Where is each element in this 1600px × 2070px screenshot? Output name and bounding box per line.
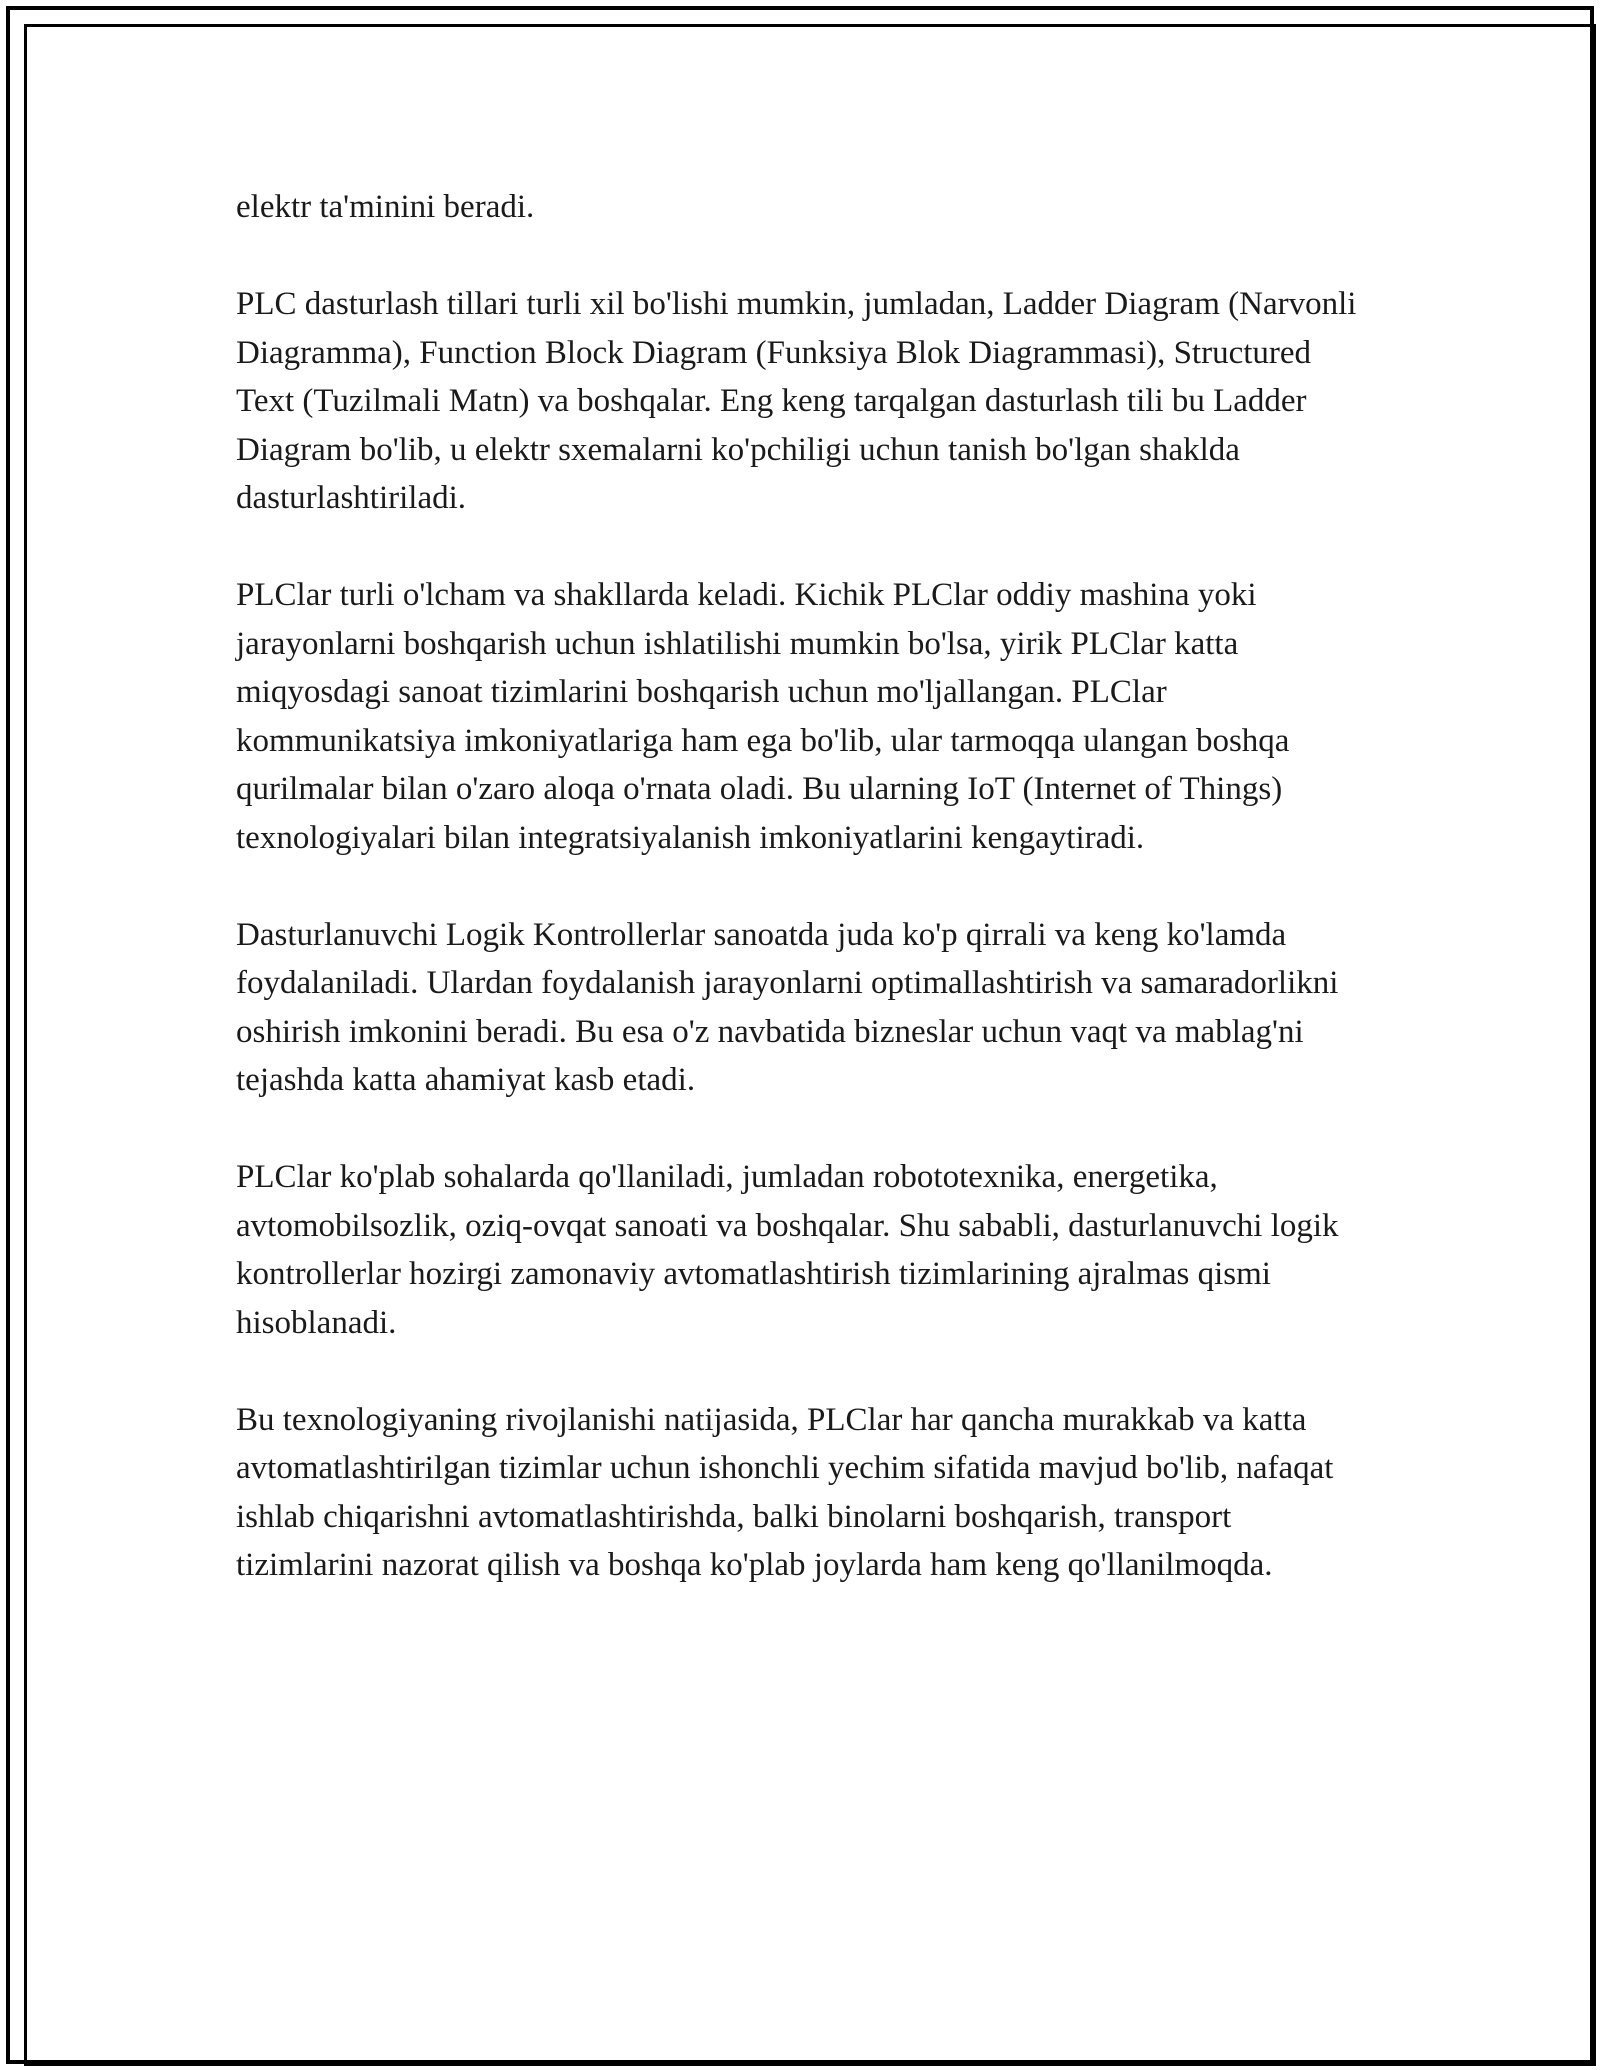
document-body <box>236 183 1366 1638</box>
paragraph: PLC dasturlash tillari turli xil bo'lishi mumkin, jumladan, Ladder Diagram (Narvonli Diagramma), Function Block Diagram (Funksiya Blok Diagrammasi), Structured Text (Tuzilmali Matn) va boshqalar. Eng keng tarqalgan dasturlash tili bu Ladder Diagram bo'lib, u elektr sxemalarni ko'pchiligi uchun tanish bo'lgan shaklda dasturlashtiriladi. <box>236 286 1357 516</box>
paragraph: elektr ta'minini beradi. <box>236 189 535 225</box>
paragraph: Dasturlanuvchi Logik Kontrollerlar sanoatda juda ko'p qirrali va keng ko'lamda foydalaniladi. Ulardan foydalanish jarayonlarni optimallashtirish va samaradorlikni oshirish imkonini beradi. Bu esa o'z navbatida bizneslar uchun vaqt va mablag'ni tejashda katta ahamiyat kasb etadi. <box>236 916 1339 1098</box>
paragraph: PLClar ko'plab sohalarda qo'llaniladi, jumladan robototexnika, energetika, avtomobilsozlik, oziq-ovqat sanoati va boshqalar. Shu sababli, dasturlanuvchi logik kontrollerlar hozirgi zamonaviy avtomatlashtirish tizimlarining ajralmas qismi hisoblanadi. <box>236 1159 1339 1341</box>
paragraph: PLClar turli o'lcham va shakllarda keladi. Kichik PLClar oddiy mashina yoki jarayonlarni boshqarish uchun ishlatilishi mumkin bo'lsa, yirik PLClar katta miqyosdagi sanoat tizimlarini boshqarish uchun mo'ljallangan. PLClar kommunikatsiya imkoniyatlariga ham ega bo'lib, ular tarmoqqa ulangan boshqa qurilmalar bilan o'zaro aloqa o'rnata oladi. Bu ularning IoT (Internet of Things) texnologiyalari bilan integratsiyalanish imkoniyatlarini kengaytiradi. <box>236 577 1290 856</box>
paragraph: Bu texnologiyaning rivojlanishi natijasida, PLClar har qancha murakkab va katta avtomatlashtirilgan tizimlar uchun ishonchli yechim sifatida mavjud bo'lib, nafaqat ishlab chiqarishni avtomatlashtirishda, balki binolarni boshqarish, transport tizimlarini nazorat qilish va boshqa ko'plab joylarda ham keng qo'llanilmoqda. <box>236 1401 1334 1583</box>
